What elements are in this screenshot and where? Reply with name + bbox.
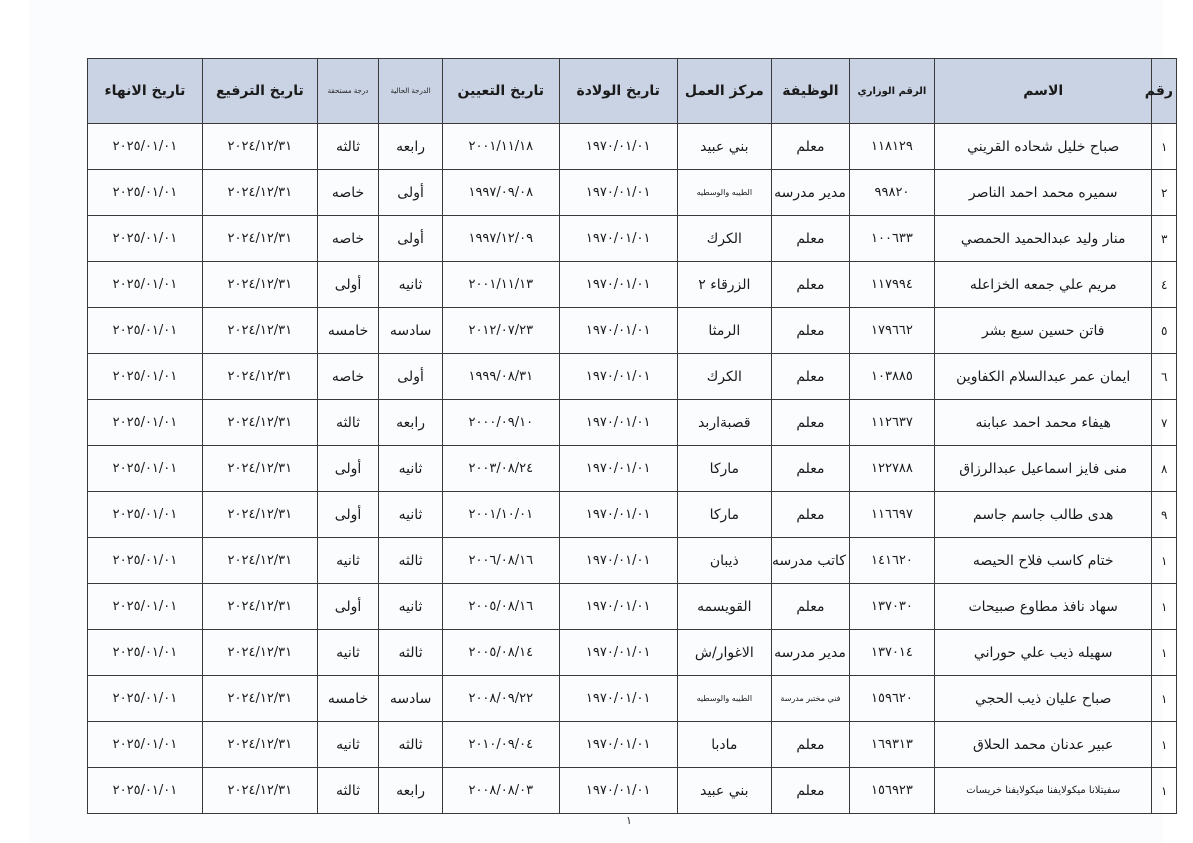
cell-work-center: مادبا (677, 722, 771, 768)
cell-appoint-date: ٢٠٠١/١١/١٣ (442, 262, 559, 308)
cell-job: معلم (771, 492, 849, 538)
cell-birth-date: ١٩٧٠/٠١/٠١ (559, 538, 677, 584)
cell-idx: ١ (1152, 584, 1177, 630)
cell-current-grade: أولى (379, 170, 443, 216)
cell-birth-date: ١٩٧٠/٠١/٠١ (559, 492, 677, 538)
cell-appoint-date: ٢٠٠٠/٠٩/١٠ (442, 400, 559, 446)
cell-name: فاتن حسين سبع بشر (935, 308, 1152, 354)
cell-current-grade: ثالثه (379, 630, 443, 676)
header-current-grade: الدرجة الحالية (379, 59, 443, 124)
cell-end-date: ٢٠٢٥/٠١/٠١ (88, 216, 203, 262)
header-job: الوظيفة (771, 59, 849, 124)
cell-name: منار وليد عبدالحميد الحمصي (935, 216, 1152, 262)
cell-promotion-date: ٢٠٢٤/١٢/٣١ (202, 262, 317, 308)
cell-appoint-date: ١٩٩٧/٠٩/٠٨ (442, 170, 559, 216)
cell-job: معلم (771, 216, 849, 262)
cell-work-center: ذيبان (677, 538, 771, 584)
cell-promotion-date: ٢٠٢٤/١٢/٣١ (202, 538, 317, 584)
page-number: ١ (626, 814, 632, 827)
cell-promotion-grade: خامسه (317, 308, 379, 354)
cell-promotion-grade: أولى (317, 584, 379, 630)
table-row (88, 216, 1177, 262)
cell-end-date: ٢٠٢٥/٠١/٠١ (88, 400, 203, 446)
cell-promotion-grade: خاصه (317, 170, 379, 216)
cell-name: ايمان عمر عبدالسلام الكفاوين (935, 354, 1152, 400)
cell-promotion-date: ٢٠٢٤/١٢/٣١ (202, 584, 317, 630)
cell-idx: ١ (1152, 768, 1177, 814)
cell-birth-date: ١٩٧٠/٠١/٠١ (559, 400, 677, 446)
cell-appoint-date: ٢٠٠٦/٠٨/١٦ (442, 538, 559, 584)
table-row (88, 630, 1177, 676)
cell-job: فني مختبر مدرسة (771, 676, 849, 722)
cell-work-center: ماركا (677, 492, 771, 538)
cell-ministry-no: ١٠٠٦٣٣ (849, 216, 934, 262)
cell-ministry-no: ١١٨١٢٩ (849, 124, 934, 170)
cell-current-grade: أولى (379, 216, 443, 262)
cell-name: صباح خليل شحاده القريني (935, 124, 1152, 170)
cell-end-date: ٢٠٢٥/٠١/٠١ (88, 768, 203, 814)
cell-promotion-grade: خاصه (317, 354, 379, 400)
cell-birth-date: ١٩٧٠/٠١/٠١ (559, 676, 677, 722)
cell-idx: ٦ (1152, 354, 1177, 400)
cell-job: مدير مدرسه (771, 170, 849, 216)
cell-idx: ١ (1152, 676, 1177, 722)
table-row (88, 400, 1177, 446)
table-row (88, 538, 1177, 584)
cell-promotion-date: ٢٠٢٤/١٢/٣١ (202, 400, 317, 446)
cell-name: سهاد نافذ مطاوع صبيحات (935, 584, 1152, 630)
cell-ministry-no: ١٠٣٨٨٥ (849, 354, 934, 400)
cell-idx: ١ (1152, 124, 1177, 170)
cell-ministry-no: ١٣٧٠١٤ (849, 630, 934, 676)
cell-birth-date: ١٩٧٠/٠١/٠١ (559, 354, 677, 400)
cell-name: عبير عدنان محمد الحلاق (935, 722, 1152, 768)
cell-promotion-grade: ثالثه (317, 124, 379, 170)
cell-current-grade: ثانيه (379, 446, 443, 492)
cell-idx: ١ (1152, 722, 1177, 768)
header-birth-date: تاريخ الولادة (559, 59, 677, 124)
cell-promotion-date: ٢٠٢٤/١٢/٣١ (202, 354, 317, 400)
cell-name: ختام كاسب فلاح الحيصه (935, 538, 1152, 584)
cell-work-center: بني عبيد (677, 768, 771, 814)
cell-job: معلم (771, 446, 849, 492)
cell-current-grade: ثالثه (379, 538, 443, 584)
table-row (88, 584, 1177, 630)
cell-idx: ٢ (1152, 170, 1177, 216)
cell-ministry-no: ١٣٧٠٣٠ (849, 584, 934, 630)
cell-name: مريم علي جمعه الخزاعله (935, 262, 1152, 308)
cell-appoint-date: ٢٠٠٣/٠٨/٢٤ (442, 446, 559, 492)
cell-end-date: ٢٠٢٥/٠١/٠١ (88, 492, 203, 538)
cell-work-center: الطيبه والوسطيه (677, 170, 771, 216)
cell-ministry-no: ١١٢٦٣٧ (849, 400, 934, 446)
cell-current-grade: أولى (379, 354, 443, 400)
cell-ministry-no: ١٧٩٦٦٢ (849, 308, 934, 354)
table-header-row (88, 59, 1177, 124)
cell-job: معلم (771, 722, 849, 768)
cell-promotion-date: ٢٠٢٤/١٢/٣١ (202, 124, 317, 170)
table-row (88, 124, 1177, 170)
cell-current-grade: ثانيه (379, 584, 443, 630)
cell-promotion-grade: أولى (317, 262, 379, 308)
cell-name: منى فايز اسماعيل عبدالرزاق (935, 446, 1152, 492)
cell-name: هيفاء محمد احمد عبابنه (935, 400, 1152, 446)
cell-promotion-grade: خاصه (317, 216, 379, 262)
header-end-date: تاريخ الانهاء (88, 59, 203, 124)
cell-current-grade: سادسه (379, 676, 443, 722)
cell-idx: ٩ (1152, 492, 1177, 538)
cell-job: معلم (771, 124, 849, 170)
table-row (88, 676, 1177, 722)
cell-end-date: ٢٠٢٥/٠١/٠١ (88, 630, 203, 676)
cell-promotion-grade: أولى (317, 446, 379, 492)
cell-appoint-date: ٢٠٠٨/٠٩/٢٢ (442, 676, 559, 722)
cell-end-date: ٢٠٢٥/٠١/٠١ (88, 170, 203, 216)
cell-name: سفيتلانا ميكولايفنا ميكولايفنا خريسات (935, 768, 1152, 814)
cell-current-grade: ثالثه (379, 722, 443, 768)
employees-table (87, 58, 1177, 814)
cell-current-grade: رابعه (379, 124, 443, 170)
cell-birth-date: ١٩٧٠/٠١/٠١ (559, 262, 677, 308)
header-work-center: مركز العمل (677, 59, 771, 124)
cell-job: معلم (771, 584, 849, 630)
header-ministry-no: الرقم الوزاري (849, 59, 934, 124)
cell-promotion-grade: ثانيه (317, 722, 379, 768)
cell-idx: ٥ (1152, 308, 1177, 354)
cell-work-center: بني عبيد (677, 124, 771, 170)
cell-current-grade: ثانيه (379, 492, 443, 538)
cell-current-grade: ثانيه (379, 262, 443, 308)
cell-job: معلم (771, 308, 849, 354)
cell-current-grade: سادسه (379, 308, 443, 354)
cell-end-date: ٢٠٢٥/٠١/٠١ (88, 124, 203, 170)
cell-work-center: القويسمه (677, 584, 771, 630)
cell-birth-date: ١٩٧٠/٠١/٠١ (559, 584, 677, 630)
cell-idx: ٣ (1152, 216, 1177, 262)
cell-promotion-grade: أولى (317, 492, 379, 538)
table-body (88, 124, 1177, 814)
cell-name: سميره محمد احمد الناصر (935, 170, 1152, 216)
table-row (88, 308, 1177, 354)
cell-appoint-date: ٢٠١٠/٠٩/٠٤ (442, 722, 559, 768)
cell-job: معلم (771, 768, 849, 814)
cell-job: معلم (771, 400, 849, 446)
cell-promotion-date: ٢٠٢٤/١٢/٣١ (202, 630, 317, 676)
cell-promotion-grade: ثالثه (317, 768, 379, 814)
cell-current-grade: رابعه (379, 768, 443, 814)
table-row (88, 170, 1177, 216)
table-row (88, 722, 1177, 768)
cell-birth-date: ١٩٧٠/٠١/٠١ (559, 216, 677, 262)
cell-appoint-date: ١٩٩٩/٠٨/٣١ (442, 354, 559, 400)
cell-name: سهيله ذيب علي حوراني (935, 630, 1152, 676)
cell-ministry-no: ١١٦٦٩٧ (849, 492, 934, 538)
cell-appoint-date: ١٩٩٧/١٢/٠٩ (442, 216, 559, 262)
cell-promotion-grade: خامسه (317, 676, 379, 722)
cell-job: معلم (771, 262, 849, 308)
cell-name: هدى طالب جاسم جاسم (935, 492, 1152, 538)
cell-name: صباح عليان ذيب الحجي (935, 676, 1152, 722)
cell-birth-date: ١٩٧٠/٠١/٠١ (559, 308, 677, 354)
cell-promotion-date: ٢٠٢٤/١٢/٣١ (202, 170, 317, 216)
cell-ministry-no: ١١٧٩٩٤ (849, 262, 934, 308)
cell-birth-date: ١٩٧٠/٠١/٠١ (559, 170, 677, 216)
cell-work-center: الزرقاء ٢ (677, 262, 771, 308)
cell-ministry-no: ١٥٦٩٢٣ (849, 768, 934, 814)
cell-work-center: قصبةاربد (677, 400, 771, 446)
table-row (88, 446, 1177, 492)
cell-current-grade: رابعه (379, 400, 443, 446)
cell-end-date: ٢٠٢٥/٠١/٠١ (88, 446, 203, 492)
cell-end-date: ٢٠٢٥/٠١/٠١ (88, 538, 203, 584)
table-row (88, 492, 1177, 538)
cell-work-center: الاغوار/ش (677, 630, 771, 676)
cell-promotion-date: ٢٠٢٤/١٢/٣١ (202, 308, 317, 354)
cell-end-date: ٢٠٢٥/٠١/٠١ (88, 722, 203, 768)
cell-idx: ٨ (1152, 446, 1177, 492)
cell-end-date: ٢٠٢٥/٠١/٠١ (88, 354, 203, 400)
cell-work-center: الكرك (677, 354, 771, 400)
cell-work-center: الرمثا (677, 308, 771, 354)
cell-end-date: ٢٠٢٥/٠١/٠١ (88, 584, 203, 630)
cell-birth-date: ١٩٧٠/٠١/٠١ (559, 768, 677, 814)
cell-birth-date: ١٩٧٠/٠١/٠١ (559, 446, 677, 492)
cell-birth-date: ١٩٧٠/٠١/٠١ (559, 630, 677, 676)
cell-end-date: ٢٠٢٥/٠١/٠١ (88, 676, 203, 722)
cell-birth-date: ١٩٧٠/٠١/٠١ (559, 124, 677, 170)
cell-idx: ١ (1152, 538, 1177, 584)
header-appoint-date: تاريخ التعيين (442, 59, 559, 124)
cell-idx: ١ (1152, 630, 1177, 676)
table-row (88, 262, 1177, 308)
header-promotion-date: تاريخ الترفيع (202, 59, 317, 124)
header-idx: رقم (1152, 59, 1177, 124)
table-row (88, 768, 1177, 814)
cell-appoint-date: ٢٠٠١/١٠/٠١ (442, 492, 559, 538)
cell-ministry-no: ١٢٢٧٨٨ (849, 446, 934, 492)
cell-promotion-grade: ثالثه (317, 400, 379, 446)
cell-work-center: الكرك (677, 216, 771, 262)
cell-promotion-date: ٢٠٢٤/١٢/٣١ (202, 216, 317, 262)
cell-appoint-date: ٢٠٠٨/٠٨/٠٣ (442, 768, 559, 814)
cell-work-center: الطيبه والوسطيه (677, 676, 771, 722)
cell-job: مدير مدرسه (771, 630, 849, 676)
cell-promotion-grade: ثانيه (317, 538, 379, 584)
cell-idx: ٤ (1152, 262, 1177, 308)
cell-work-center: ماركا (677, 446, 771, 492)
header-name: الاسم (935, 59, 1152, 124)
table-row (88, 354, 1177, 400)
cell-ministry-no: ١٤١٦٢٠ (849, 538, 934, 584)
cell-birth-date: ١٩٧٠/٠١/٠١ (559, 722, 677, 768)
cell-end-date: ٢٠٢٥/٠١/٠١ (88, 262, 203, 308)
cell-appoint-date: ٢٠٠٥/٠٨/١٦ (442, 584, 559, 630)
cell-promotion-grade: ثانيه (317, 630, 379, 676)
cell-ministry-no: ١٥٩٦٢٠ (849, 676, 934, 722)
cell-appoint-date: ٢٠٠١/١١/١٨ (442, 124, 559, 170)
cell-job: معلم (771, 354, 849, 400)
cell-appoint-date: ٢٠١٢/٠٧/٢٣ (442, 308, 559, 354)
cell-ministry-no: ٩٩٨٢٠ (849, 170, 934, 216)
cell-promotion-date: ٢٠٢٤/١٢/٣١ (202, 676, 317, 722)
cell-promotion-date: ٢٠٢٤/١٢/٣١ (202, 492, 317, 538)
cell-idx: ٧ (1152, 400, 1177, 446)
cell-job: كاتب مدرسه (771, 538, 849, 584)
cell-appoint-date: ٢٠٠٥/٠٨/١٤ (442, 630, 559, 676)
header-promotion-grade: درجة مستحقة (317, 59, 379, 124)
cell-promotion-date: ٢٠٢٤/١٢/٣١ (202, 446, 317, 492)
cell-promotion-date: ٢٠٢٤/١٢/٣١ (202, 722, 317, 768)
cell-promotion-date: ٢٠٢٤/١٢/٣١ (202, 768, 317, 814)
cell-ministry-no: ١٦٩٣١٣ (849, 722, 934, 768)
cell-end-date: ٢٠٢٥/٠١/٠١ (88, 308, 203, 354)
